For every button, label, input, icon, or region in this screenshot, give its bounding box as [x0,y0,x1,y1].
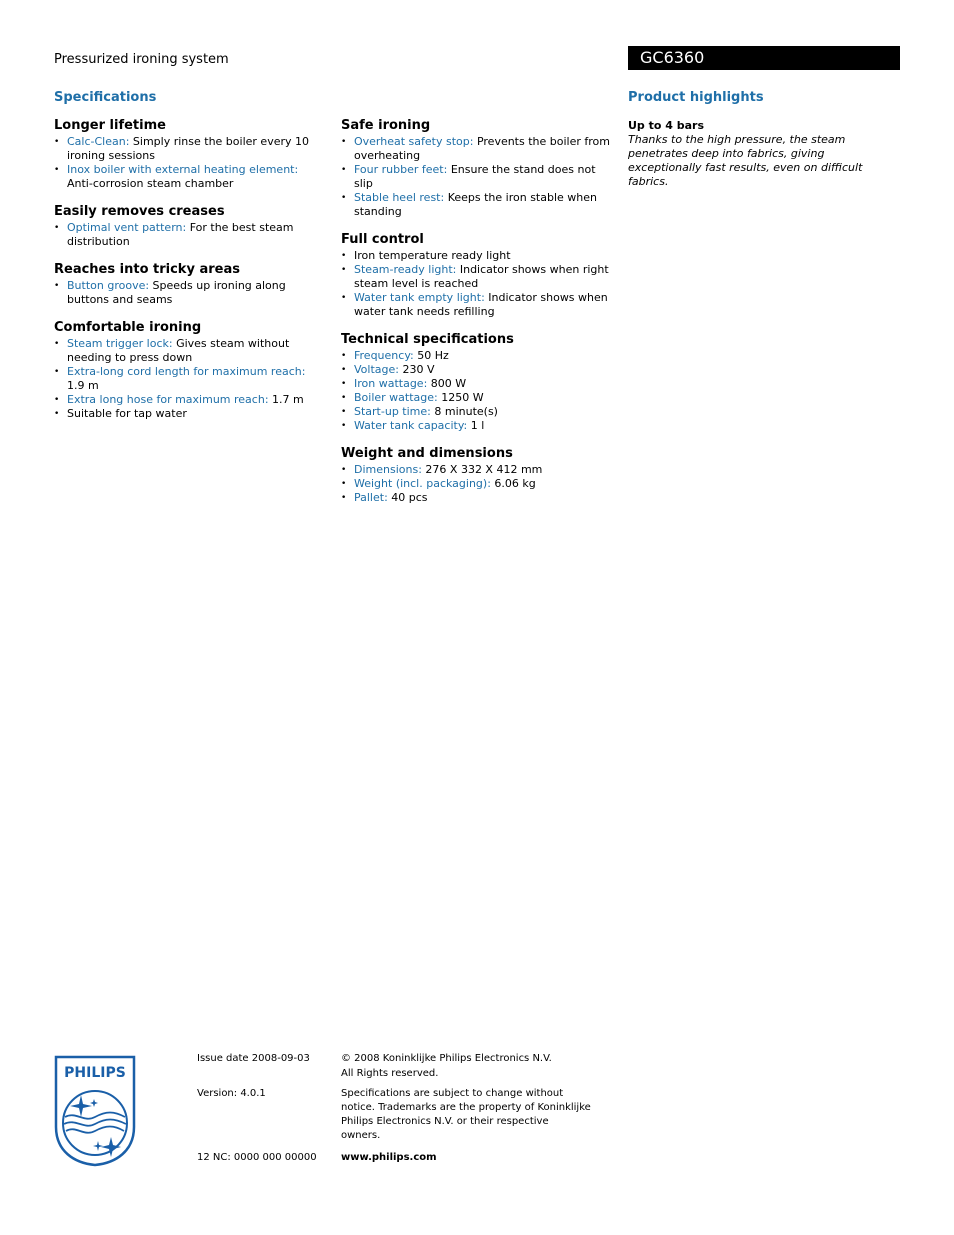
highlight-text: Thanks to the high pressure, the steam penetrates deep into fabrics, giving exceptionally fast results, even on difficult fabrics. [628,133,863,188]
spec-group [341,332,613,433]
spec-group [54,204,326,249]
spec-label: Frequency: [354,349,414,362]
spec-list [341,135,613,219]
highlight-title: Up to 4 bars [628,119,705,132]
spec-item [54,163,326,191]
spec-list [341,349,613,433]
spec-value: Simply rinse the boiler every 10 ironing sessions [67,135,309,162]
spec-list [54,279,326,307]
spec-item [341,377,613,391]
rights-reserved: All Rights reserved. [341,1068,439,1079]
spec-group [54,118,326,191]
website-link[interactable]: www.philips.com [341,1152,437,1163]
spec-label: Stable heel rest: [354,191,445,204]
spec-label: Button groove: [67,279,150,292]
spec-label: Steam trigger lock: [67,337,173,350]
spec-group-heading: Reaches into tricky areas [54,262,240,277]
spec-item [341,249,613,263]
spec-item [341,291,613,319]
spec-item [341,491,613,505]
spec-label: Four rubber feet: [354,163,448,176]
spec-group [54,320,326,421]
spec-value: Keeps the iron stable when standing [354,191,597,218]
spec-item [54,407,326,421]
spec-item [341,405,613,419]
spec-label: Optimal vent pattern: [67,221,187,234]
spec-label: Extra-long cord length for maximum reach: [67,365,306,378]
spec-item [54,135,326,163]
spec-group-heading: Weight and dimensions [341,446,513,461]
spec-group-heading: Safe ironing [341,118,431,133]
spec-value: 1250 W [437,391,484,404]
spec-list [341,463,613,505]
specifications-title: Specifications [54,90,157,105]
spec-item [341,391,613,405]
spec-item [341,163,613,191]
document-subtitle: Pressurized ironing system [54,52,229,67]
spec-value: Iron temperature ready light [354,249,511,262]
spec-label: Inox boiler with external heating element: [67,163,299,176]
logo-wordmark: PHILIPS [64,1065,126,1081]
spec-label: Start-up time: [354,405,431,418]
legal-notice: Specifications are subject to change without notice. Trademarks are the property of Koninklijke Philips Electronics N.V. or their respective owners. [341,1088,591,1141]
copyright: © 2008 Koninklijke Philips Electronics N.V. [341,1053,552,1064]
spec-value: 230 V [398,363,435,376]
spec-value: Speeds up ironing along buttons and seams [67,279,286,306]
spec-group [341,446,613,505]
spec-group-heading: Easily removes creases [54,204,225,219]
issue-date: Issue date 2008-09-03 [197,1053,310,1064]
spec-value: 6.06 kg [490,477,536,490]
spec-value: 50 Hz [413,349,449,362]
spec-item [341,349,613,363]
spec-label: Weight (incl. packaging): [354,477,491,490]
spec-label: Dimensions: [354,463,422,476]
spec-group [341,232,613,319]
spec-item [54,221,326,249]
spec-label: Pallet: [354,491,388,504]
spec-label: Water tank empty light: [354,291,485,304]
spec-value: Indicator shows when water tank needs refilling [354,291,608,318]
spec-group-heading: Technical specifications [341,332,514,347]
spec-label: Overheat safety stop: [354,135,474,148]
spec-value: Suitable for tap water [67,407,187,420]
spec-label: Iron wattage: [354,377,428,390]
spec-value: Ensure the stand does not slip [354,163,596,190]
spec-item [341,191,613,219]
spec-group [341,118,613,219]
spec-item [54,393,326,407]
product-highlights-title: Product highlights [628,90,764,105]
spec-list [54,221,326,249]
philips-shield-logo [54,1055,136,1167]
spec-value: 1.7 m [268,393,304,406]
spec-label: Voltage: [354,363,399,376]
spec-group-heading: Comfortable ironing [54,320,202,335]
spec-list [54,337,326,421]
spec-item [341,363,613,377]
spec-value: 276 X 332 X 412 mm [421,463,543,476]
spec-value: For the best steam distribution [67,221,294,248]
version: Version: 4.0.1 [197,1088,266,1099]
spec-list [54,135,326,191]
spec-value: 40 pcs [387,491,428,504]
spec-value: 800 W [427,377,467,390]
spec-group-heading: Longer lifetime [54,118,166,133]
spec-group [54,262,326,307]
specs-column-1 [54,118,326,434]
spec-value: Indicator shows when right steam level is reached [354,263,609,290]
spec-item [54,365,326,393]
spec-label: Boiler wattage: [354,391,438,404]
spec-value: Prevents the boiler from overheating [354,135,610,162]
spec-item [341,463,613,477]
spec-item [341,135,613,163]
spec-list [341,249,613,319]
spec-item [341,477,613,491]
spec-label: Steam-ready light: [354,263,457,276]
nc-number: 12 NC: 0000 000 00000 [197,1152,317,1163]
spec-item [54,279,326,307]
spec-label: Calc-Clean: [67,135,130,148]
spec-value: Anti-corrosion steam chamber [67,177,234,190]
spec-group-heading: Full control [341,232,424,247]
spec-value: 1.9 m [67,379,99,392]
philips-shield-icon [54,1055,136,1167]
model-number-bar: GC6360 [628,46,900,70]
spec-label: Extra long hose for maximum reach: [67,393,269,406]
spec-item [54,337,326,365]
specs-column-2 [341,118,613,518]
spec-item [341,419,613,433]
spec-item [341,263,613,291]
spec-value: Gives steam without needing to press down [67,337,290,364]
spec-label: Water tank capacity: [354,419,468,432]
spec-value: 8 minute(s) [430,405,498,418]
spec-value: 1 l [467,419,485,432]
